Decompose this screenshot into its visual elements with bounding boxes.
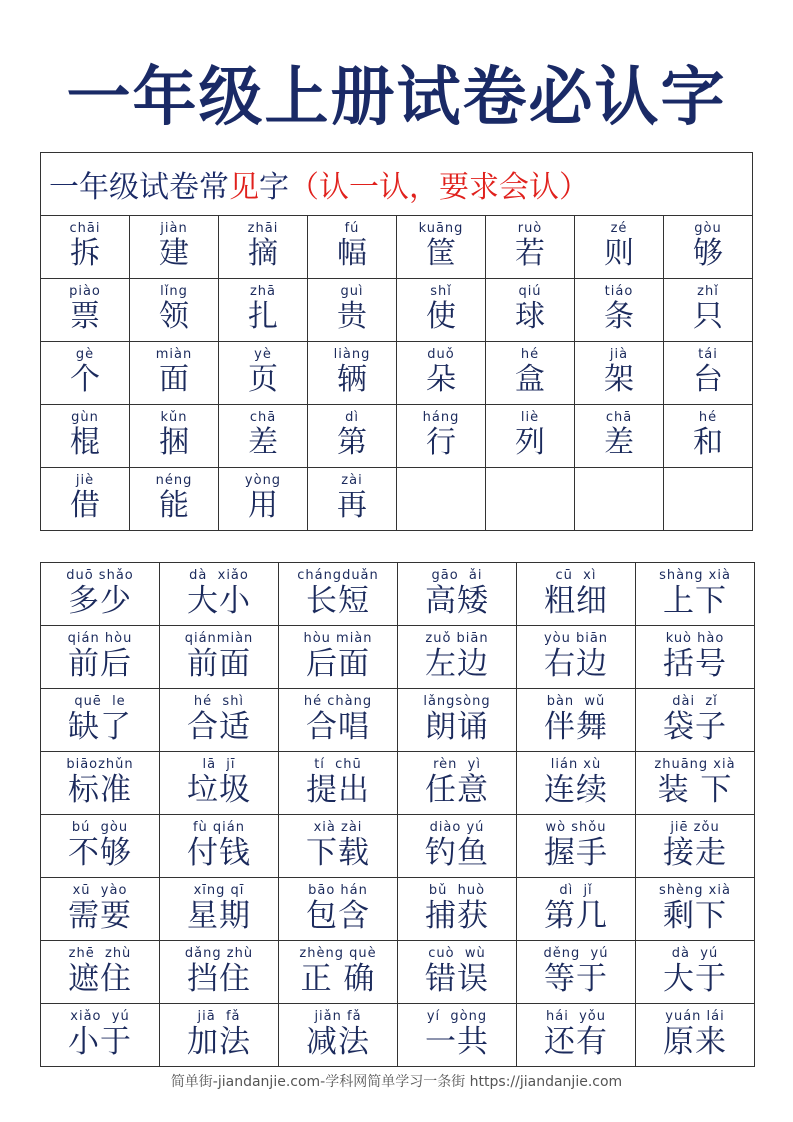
word-cell (517, 1004, 636, 1067)
pinyin: fù qián (192, 820, 246, 835)
pinyin: lián xù (550, 757, 602, 772)
hanzi: 借 (70, 488, 100, 523)
pinyin: zhǐ (697, 284, 719, 299)
pinyin: zhuāng xià (654, 757, 736, 772)
hanzi: 拆 (70, 236, 100, 271)
hanzi: 前后 (68, 646, 132, 682)
table-row (41, 689, 755, 752)
pinyin: bú gòu (71, 820, 129, 835)
hanzi: 朵 (426, 362, 456, 397)
table-row (41, 563, 755, 626)
hanzi: 差 (248, 425, 278, 460)
hanzi: 和 (693, 425, 723, 460)
pinyin: bàn wǔ (546, 694, 606, 709)
hanzi: 若 (515, 236, 545, 271)
hanzi: 台 (693, 362, 723, 397)
hanzi: 括号 (663, 646, 727, 682)
single-character-table (40, 152, 753, 531)
char-cell (308, 216, 397, 279)
hanzi: 大小 (187, 583, 251, 619)
pinyin: hé shì (193, 694, 245, 709)
hanzi: 领 (159, 299, 189, 334)
pinyin: dì (345, 410, 359, 425)
char-cell (130, 468, 219, 531)
table-row (41, 752, 755, 815)
word-cell (41, 689, 160, 752)
pinyin: qiánmiàn (184, 631, 254, 646)
word-cell (160, 689, 279, 752)
pinyin: zhèng què (299, 946, 377, 961)
hanzi: 辆 (337, 362, 367, 397)
pinyin: gāo ǎi (431, 568, 483, 583)
word-cell (279, 689, 398, 752)
pinyin: yí gòng (426, 1009, 488, 1024)
hanzi: 包含 (306, 898, 370, 934)
page-title: 一年级上册试卷必认字 (66, 61, 727, 135)
pinyin: jià (609, 347, 629, 362)
hanzi: 小于 (68, 1024, 132, 1060)
pinyin: yè (254, 347, 272, 362)
hanzi: 等于 (544, 961, 608, 997)
word-cell (279, 878, 398, 941)
hanzi: 大于 (663, 961, 727, 997)
pinyin: shèng xià (659, 883, 731, 898)
word-cell (636, 689, 755, 752)
hanzi: 握手 (544, 835, 608, 871)
hanzi: 个 (70, 362, 100, 397)
pinyin: liàng (333, 347, 371, 362)
pinyin: xīng qī (193, 883, 245, 898)
hanzi: 垃圾 (187, 772, 251, 808)
hanzi: 挡住 (187, 961, 251, 997)
word-cell (160, 1004, 279, 1067)
pinyin: bǔ huò (428, 883, 486, 898)
hanzi: 票 (70, 299, 100, 334)
hanzi: 星期 (187, 898, 251, 934)
pinyin: hé chàng (303, 694, 373, 709)
char-cell (486, 279, 575, 342)
word-cell (160, 563, 279, 626)
hanzi: 架 (604, 362, 634, 397)
hanzi: 建 (159, 236, 189, 271)
word-cell (41, 941, 160, 1004)
pinyin: yuán lái (665, 1009, 725, 1024)
pinyin: cuò wù (428, 946, 486, 961)
pinyin: jiǎn fǎ (314, 1009, 362, 1024)
word-cell (398, 815, 517, 878)
hanzi: 下载 (306, 835, 370, 871)
word-cell (279, 752, 398, 815)
char-cell (575, 405, 664, 468)
pinyin: zhē zhù (68, 946, 132, 961)
pinyin: jiā fǎ (197, 1009, 241, 1024)
char-cell (664, 216, 753, 279)
word-cell (279, 563, 398, 626)
char-cell (575, 342, 664, 405)
char-cell (397, 468, 486, 531)
pinyin: yòu biān (543, 631, 609, 646)
pinyin: zài (341, 473, 363, 488)
word-cell (41, 815, 160, 878)
pinyin: piào (69, 284, 101, 299)
word-cell (517, 689, 636, 752)
pinyin: néng (155, 473, 193, 488)
word-cell (160, 626, 279, 689)
hanzi: 捆 (159, 425, 189, 460)
pinyin: xiǎo yú (70, 1009, 130, 1024)
pinyin: lā jī (202, 757, 236, 772)
hanzi: 左边 (425, 646, 489, 682)
hanzi: 列 (515, 425, 545, 460)
pinyin: hái yǒu (546, 1009, 606, 1024)
hanzi: 加法 (187, 1024, 251, 1060)
pinyin: duǒ (427, 347, 455, 362)
table-row (41, 405, 753, 468)
char-cell (219, 468, 308, 531)
pinyin: ruò (517, 221, 543, 236)
word-cell (279, 626, 398, 689)
word-cell (398, 563, 517, 626)
pinyin: háng (422, 410, 460, 425)
hanzi: 遮住 (68, 961, 132, 997)
word-cell (517, 941, 636, 1004)
table-row (41, 941, 755, 1004)
word-cell (160, 941, 279, 1004)
pinyin: gòu (694, 221, 722, 236)
pinyin: lǐng (160, 284, 188, 299)
pinyin: hé (520, 347, 540, 362)
pinyin: zhāi (247, 221, 279, 236)
pinyin: yòng (244, 473, 282, 488)
word-cell (517, 752, 636, 815)
hanzi: 只 (693, 299, 723, 334)
hanzi: 球 (515, 299, 545, 334)
word-cell (279, 1004, 398, 1067)
pinyin: chā (605, 410, 633, 425)
word-cell (517, 626, 636, 689)
hanzi: 合唱 (306, 709, 370, 745)
word-cell (398, 689, 517, 752)
word-cell (279, 941, 398, 1004)
pinyin: gè (75, 347, 95, 362)
hanzi: 需要 (68, 898, 132, 934)
hanzi: 付钱 (187, 835, 251, 871)
pinyin: rèn yì (433, 757, 481, 772)
table-row (41, 279, 753, 342)
char-cell (486, 342, 575, 405)
char-cell (130, 279, 219, 342)
char-cell (41, 468, 130, 531)
heading-part-2: 见 (229, 170, 259, 205)
pinyin: cū xì (555, 568, 597, 583)
pinyin: xià zài (313, 820, 363, 835)
hanzi: 再 (337, 488, 367, 523)
word-cell (160, 878, 279, 941)
hanzi: 第几 (544, 898, 608, 934)
pinyin: dà yú (671, 946, 719, 961)
pinyin: kǔn (160, 410, 188, 425)
pinyin: dǎng zhù (184, 946, 254, 961)
hanzi: 粗细 (544, 583, 608, 619)
char-cell (486, 216, 575, 279)
pinyin: kuāng (418, 221, 464, 236)
word-cell (41, 1004, 160, 1067)
char-cell (41, 405, 130, 468)
hanzi: 棍 (70, 425, 100, 460)
pinyin: biāozhǔn (66, 757, 134, 772)
pinyin: jiè (75, 473, 95, 488)
word-cell (398, 752, 517, 815)
pinyin: gùn (71, 410, 99, 425)
hanzi: 条 (604, 299, 634, 334)
hanzi: 行 (426, 425, 456, 460)
table-row (41, 815, 755, 878)
hanzi: 不够 (68, 835, 132, 871)
pinyin: děng yú (543, 946, 609, 961)
pinyin: tiáo (604, 284, 634, 299)
pinyin: diào yú (429, 820, 485, 835)
pinyin: chāi (69, 221, 101, 236)
pinyin: duō shǎo (66, 568, 134, 583)
hanzi: 原来 (663, 1024, 727, 1060)
table-row (41, 216, 753, 279)
word-cell (279, 815, 398, 878)
char-cell (308, 405, 397, 468)
hanzi: 钓鱼 (425, 835, 489, 871)
pinyin: jiē zǒu (670, 820, 720, 835)
pinyin: guì (340, 284, 364, 299)
char-cell (664, 405, 753, 468)
word-cell (636, 815, 755, 878)
hanzi: 高矮 (425, 583, 489, 619)
hanzi: 盒 (515, 362, 545, 397)
pinyin: tái (698, 347, 718, 362)
hanzi: 缺了 (68, 709, 132, 745)
pinyin: qiú (518, 284, 542, 299)
char-cell (575, 216, 664, 279)
pinyin: dì jǐ (559, 883, 593, 898)
word-cell (636, 1004, 755, 1067)
table-row (41, 342, 753, 405)
pinyin: miàn (155, 347, 193, 362)
word-cell (636, 752, 755, 815)
hanzi: 前面 (187, 646, 251, 682)
char-cell (575, 279, 664, 342)
hanzi: 捕获 (425, 898, 489, 934)
hanzi: 上下 (663, 583, 727, 619)
hanzi: 差 (604, 425, 634, 460)
pinyin: quē le (74, 694, 126, 709)
char-cell (308, 279, 397, 342)
hanzi: 面 (159, 362, 189, 397)
char-cell (486, 468, 575, 531)
hanzi: 筐 (426, 236, 456, 271)
char-cell (308, 468, 397, 531)
hanzi: 右边 (544, 646, 608, 682)
word-cell (517, 878, 636, 941)
char-cell (130, 405, 219, 468)
hanzi: 错误 (425, 961, 489, 997)
pinyin: qián hòu (67, 631, 133, 646)
heading-part-3: 字 (259, 170, 289, 205)
hanzi: 袋子 (663, 709, 727, 745)
heading-part-1: 一年级试卷常 (49, 170, 229, 205)
pinyin: zé (610, 221, 628, 236)
pinyin: xū yào (72, 883, 128, 898)
char-cell (308, 342, 397, 405)
word-cell (160, 815, 279, 878)
hanzi: 贵 (337, 299, 367, 334)
hanzi: 摘 (248, 236, 278, 271)
word-cell (398, 878, 517, 941)
hanzi: 后面 (306, 646, 370, 682)
pinyin: chángduǎn (297, 568, 379, 583)
char-cell (219, 342, 308, 405)
word-table (40, 562, 755, 1067)
pinyin: lǎngsòng (423, 694, 491, 709)
hanzi: 用 (248, 488, 278, 523)
char-cell (41, 216, 130, 279)
char-cell (41, 342, 130, 405)
pinyin: zhā (249, 284, 277, 299)
char-cell (130, 216, 219, 279)
pinyin: shàng xià (659, 568, 731, 583)
pinyin: wò shǒu (545, 820, 607, 835)
pinyin: dài zǐ (672, 694, 718, 709)
table-row (41, 468, 753, 531)
char-cell (664, 342, 753, 405)
hanzi: 长短 (306, 583, 370, 619)
hanzi: 任意 (425, 772, 489, 808)
table-row (41, 626, 755, 689)
hanzi: 一共 (425, 1024, 489, 1060)
word-cell (517, 563, 636, 626)
word-cell (636, 878, 755, 941)
pinyin: shǐ (430, 284, 452, 299)
word-cell (398, 941, 517, 1004)
char-cell (219, 216, 308, 279)
char-cell (397, 216, 486, 279)
pinyin: jiàn (160, 221, 188, 236)
hanzi: 标准 (68, 772, 132, 808)
char-cell (397, 279, 486, 342)
hanzi: 使 (426, 299, 456, 334)
hanzi: 还有 (544, 1024, 608, 1060)
hanzi: 正 确 (300, 961, 376, 997)
table-row (41, 878, 755, 941)
char-cell (397, 405, 486, 468)
word-cell (41, 752, 160, 815)
word-cell (160, 752, 279, 815)
hanzi: 接走 (663, 835, 727, 871)
pinyin: liè (520, 410, 540, 425)
section-heading (41, 153, 753, 216)
char-cell (130, 342, 219, 405)
hanzi: 剩下 (663, 898, 727, 934)
char-cell (664, 468, 753, 531)
word-cell (41, 563, 160, 626)
char-cell (41, 279, 130, 342)
hanzi: 幅 (337, 236, 367, 271)
hanzi: 朗诵 (425, 709, 489, 745)
hanzi: 连续 (544, 772, 608, 808)
word-cell (636, 563, 755, 626)
pinyin: zuǒ biān (425, 631, 489, 646)
pinyin: dà xiǎo (189, 568, 249, 583)
pinyin: bāo hán (308, 883, 368, 898)
hanzi: 装 下 (657, 772, 733, 808)
char-cell (486, 405, 575, 468)
word-cell (398, 1004, 517, 1067)
footer-watermark: 简单街-jiandanjie.com-学科网简单学习一条街 https://jiandanjie.com (170, 1074, 623, 1090)
word-cell (517, 815, 636, 878)
hanzi: 扎 (248, 299, 278, 334)
hanzi: 多少 (68, 583, 132, 619)
word-cell (41, 626, 160, 689)
hanzi: 第 (337, 425, 367, 460)
word-cell (636, 626, 755, 689)
word-cell (636, 941, 755, 1004)
pinyin: chā (249, 410, 277, 425)
word-cell (398, 626, 517, 689)
char-cell (664, 279, 753, 342)
heading-part-4: （认一认，要求会认） (289, 170, 589, 205)
word-cell (41, 878, 160, 941)
hanzi: 伴舞 (544, 709, 608, 745)
char-cell (219, 405, 308, 468)
char-cell (219, 279, 308, 342)
char-cell (397, 342, 486, 405)
char-cell (575, 468, 664, 531)
pinyin: tí chū (314, 757, 362, 772)
pinyin: hé (698, 410, 718, 425)
hanzi: 合适 (187, 709, 251, 745)
pinyin: fú (344, 221, 360, 236)
hanzi: 减法 (306, 1024, 370, 1060)
pinyin: kuò hào (665, 631, 725, 646)
table-row (41, 1004, 755, 1067)
hanzi: 则 (604, 236, 634, 271)
hanzi: 能 (159, 488, 189, 523)
pinyin: hòu miàn (303, 631, 373, 646)
hanzi: 够 (693, 236, 723, 271)
hanzi: 页 (248, 362, 278, 397)
hanzi: 提出 (306, 772, 370, 808)
